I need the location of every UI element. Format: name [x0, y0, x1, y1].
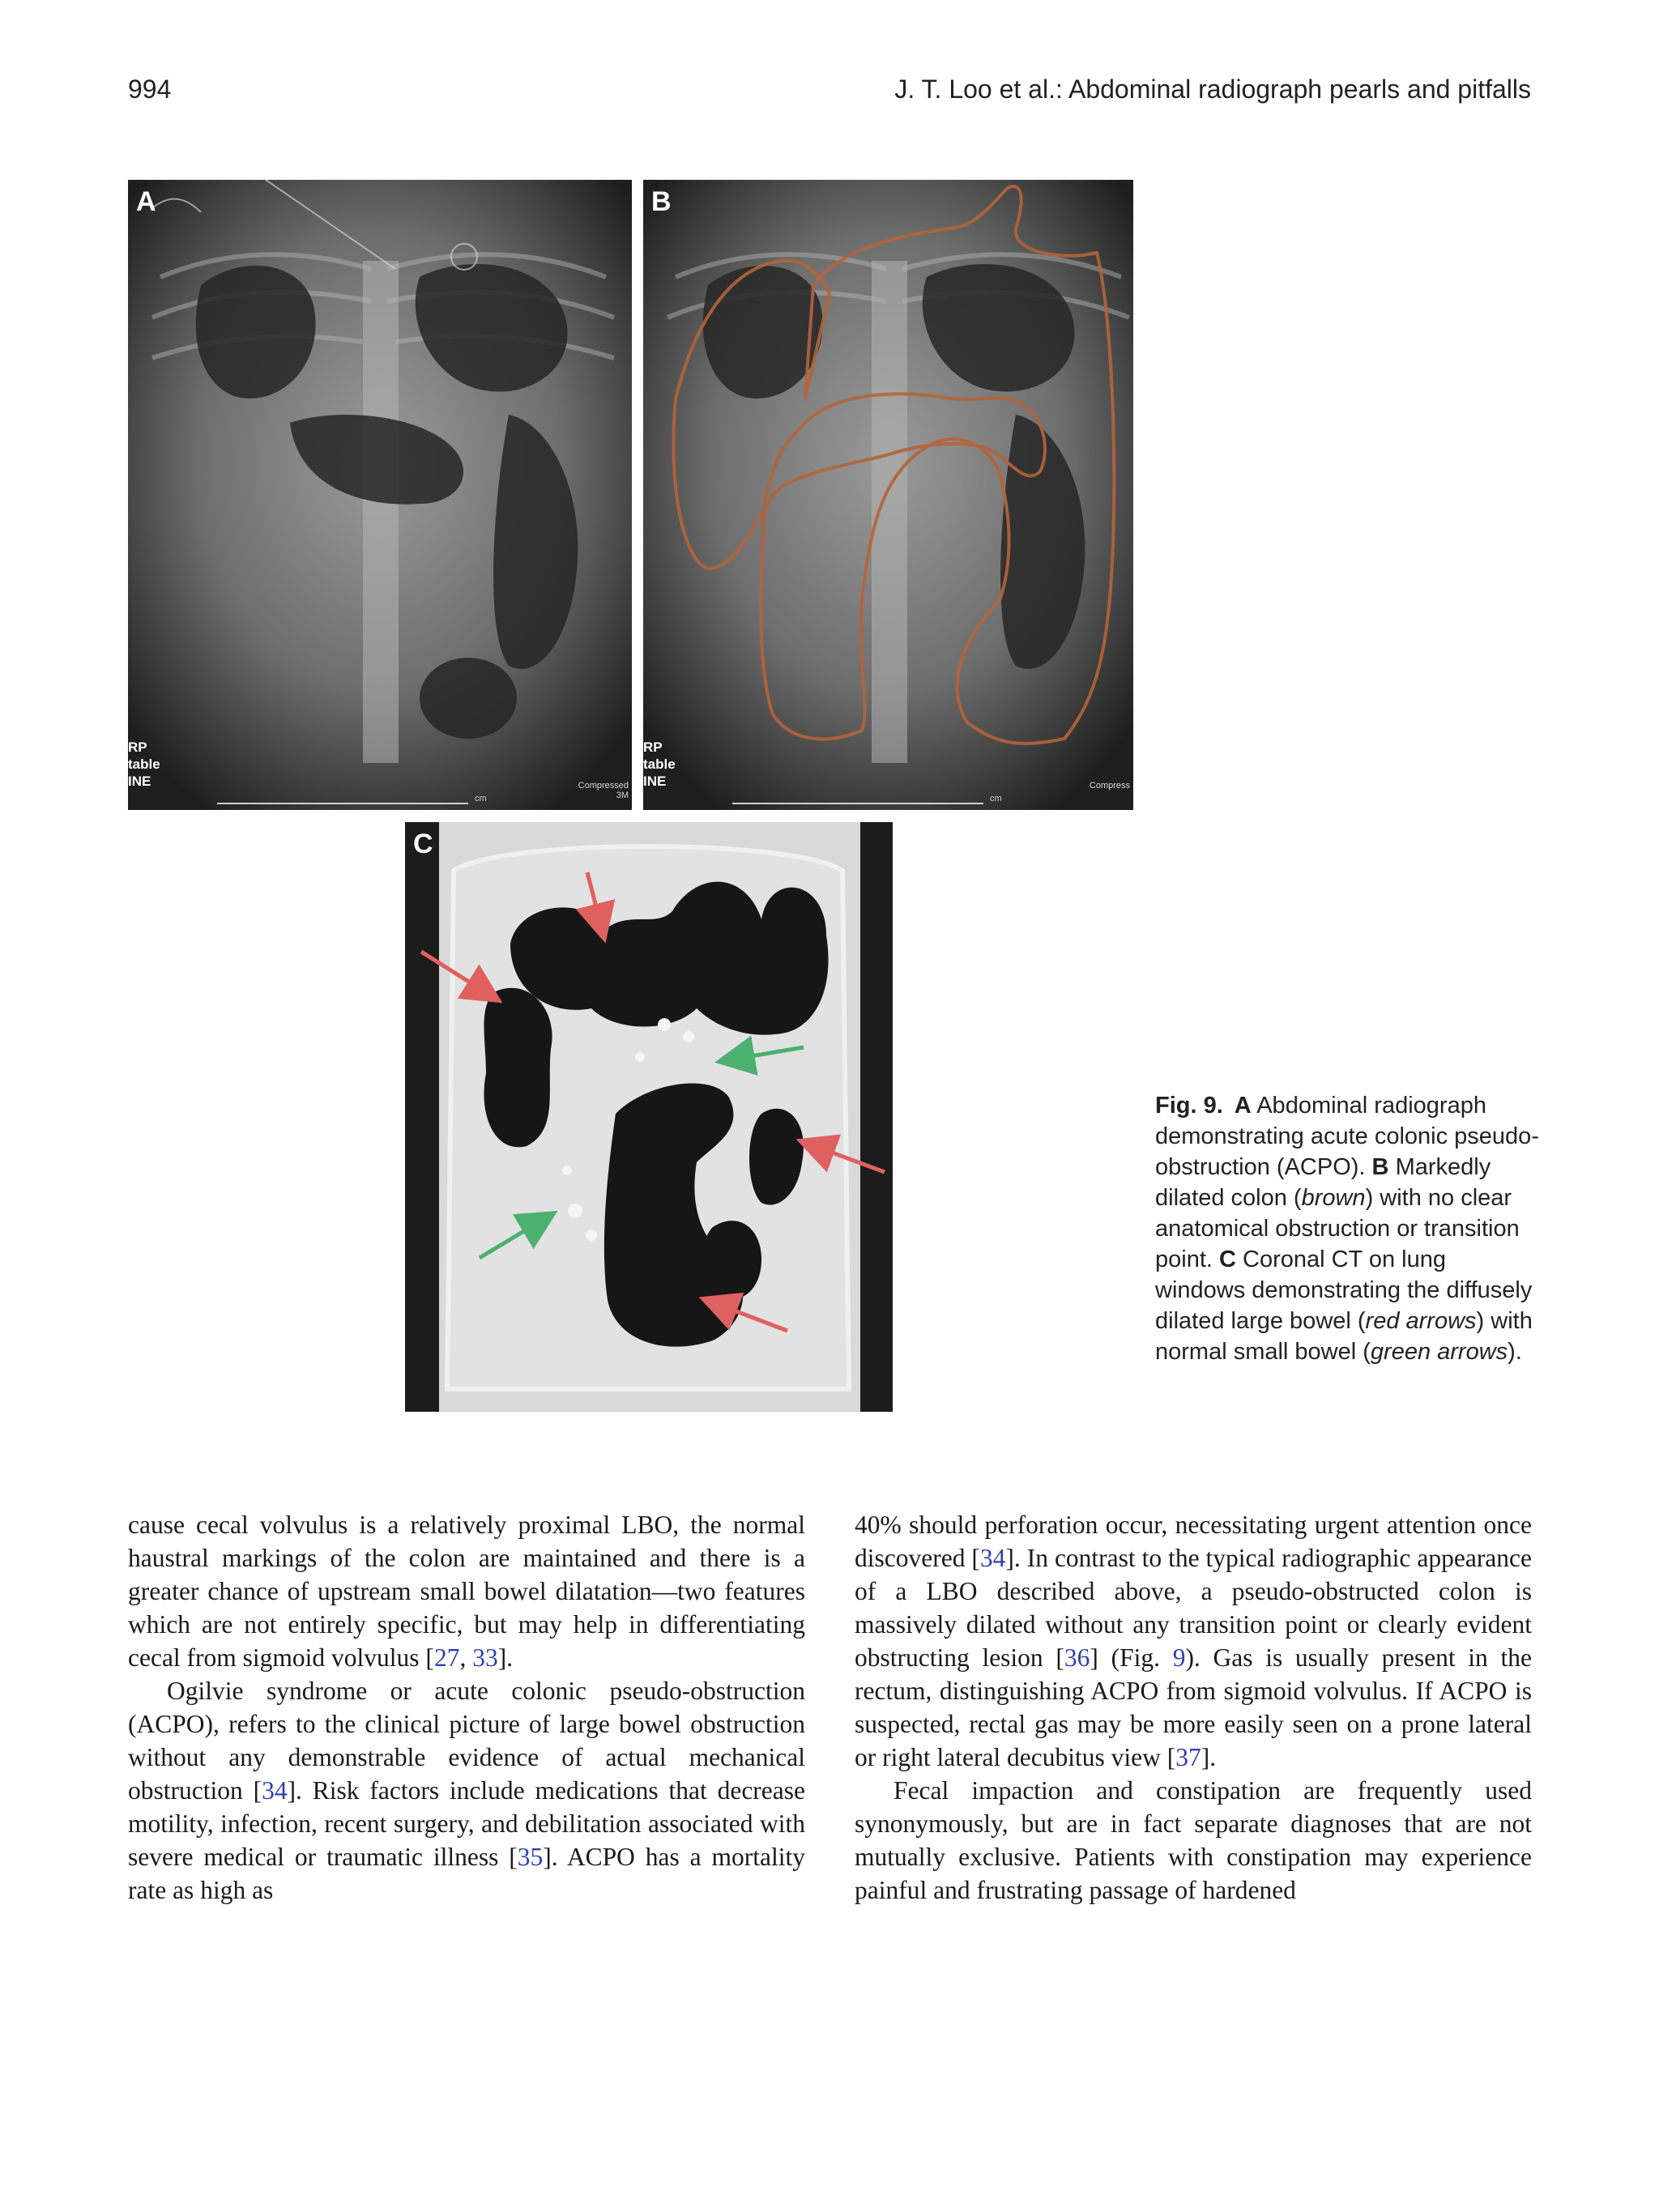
caption-text-b-2: ) with no clear anatomical obstruction or transition point.: [1155, 1185, 1520, 1272]
figure-caption: [1155, 1090, 1542, 1367]
panel-label-c: C: [413, 829, 433, 859]
radiograph-corner-text-a: Compressed 3M: [578, 781, 629, 800]
figure-panel-c-coronal-ct: [405, 822, 893, 1412]
caption-em-brown: brown: [1301, 1185, 1366, 1211]
radiograph-corner-text-b: Compress: [1089, 781, 1130, 791]
reference-link-34[interactable]: 34: [262, 1776, 288, 1805]
radiograph-image-a: [128, 180, 632, 810]
radiograph-side-text-b: RP table INE: [643, 739, 676, 789]
reference-link-35[interactable]: 35: [517, 1843, 544, 1871]
running-head: J. T. Loo et al.: Abdominal radiograph pearls and pitfalls: [894, 75, 1531, 104]
paragraph-right-2: Fecal impaction and constipation are frequently used synonymously, but are in fact separate diagnoses that are not mutually exclusive. Patients with constipation may experience painful and frustrating passage of hardened: [855, 1776, 1532, 1904]
body-column-right: [855, 1508, 1532, 1907]
paragraph-right-1: 40% should perforation occur, necessitating urgent attention once discovered [34]. In contrast to the typical radiographic appearance of a LBO described above, a pseudo-obstructed colon is massively dilated without any transition point or clearly evident obstructing lesion [36] (Fig. 9). Gas is usually present in the rectum, distinguishing ACPO from sigmoid volvulus. If ACPO is suspected, rectal gas may be more easily seen on a prone lateral or right lateral decubitus view [37].: [855, 1511, 1532, 1771]
caption-text-c-2: ) with normal small bowel (: [1155, 1308, 1533, 1365]
panel-label-a: A: [136, 186, 156, 217]
scale-unit-a: cm: [475, 794, 487, 803]
figure-panel-b-radiograph-outlined: [643, 180, 1133, 810]
figure-link-9[interactable]: 9: [1172, 1643, 1186, 1672]
caption-text-b-1: Markedly dilated colon (: [1155, 1154, 1491, 1211]
paragraph-left-1: cause cecal volvulus is a relatively proximal LBO, the normal haustral markings of the colon are maintained and there is a greater chance of upstream small bowel dilatation—two features which are not entirely specific, but may help in differentiating cecal from sigmoid volvulus [27, 33].: [128, 1511, 805, 1672]
reference-link-34b[interactable]: 34: [979, 1544, 1006, 1572]
radiograph-side-text-a: RP table INE: [128, 739, 160, 789]
paragraph-left-2: Ogilvie syndrome or acute colonic pseudo-obstruction (ACPO), refers to the clinical picture of large bowel obstruction without any demonstrable evidence of actual mechanical obstruction [34]. Risk factors include medications that decrease motility, infection, recent surgery, and debilitation associated with severe medical or traumatic illness [35]. ACPO has a mortality rate as high as: [128, 1677, 805, 1904]
ct-image-c: [405, 822, 893, 1412]
radiograph-image-b: [643, 180, 1133, 810]
panel-label-b: B: [651, 186, 672, 217]
page-number: 994: [128, 75, 172, 104]
caption-text-a: Abdominal radiograph demonstrating acute colonic pseudo-obstruction (ACPO).: [1155, 1093, 1539, 1180]
reference-link-36[interactable]: 36: [1064, 1643, 1090, 1672]
caption-text-c-3: ).: [1508, 1339, 1522, 1365]
caption-label-c: C: [1219, 1247, 1236, 1272]
body-column-left: [128, 1508, 805, 1907]
caption-em-red-arrows: red arrows: [1365, 1308, 1477, 1334]
reference-link-27[interactable]: 27: [433, 1643, 460, 1672]
scale-unit-b: cm: [990, 794, 1002, 803]
figure-panel-a-radiograph: [128, 180, 632, 810]
caption-em-green-arrows: green arrows: [1370, 1339, 1508, 1365]
reference-link-33[interactable]: 33: [472, 1643, 498, 1672]
caption-label-a: A: [1234, 1093, 1252, 1119]
caption-text-c-1: Coronal CT on lung windows demonstrating the diffusely dilated large bowel (: [1155, 1247, 1533, 1334]
caption-label-b: B: [1371, 1154, 1389, 1180]
reference-link-37[interactable]: 37: [1175, 1743, 1201, 1771]
figure-label: Fig. 9.: [1155, 1093, 1223, 1119]
